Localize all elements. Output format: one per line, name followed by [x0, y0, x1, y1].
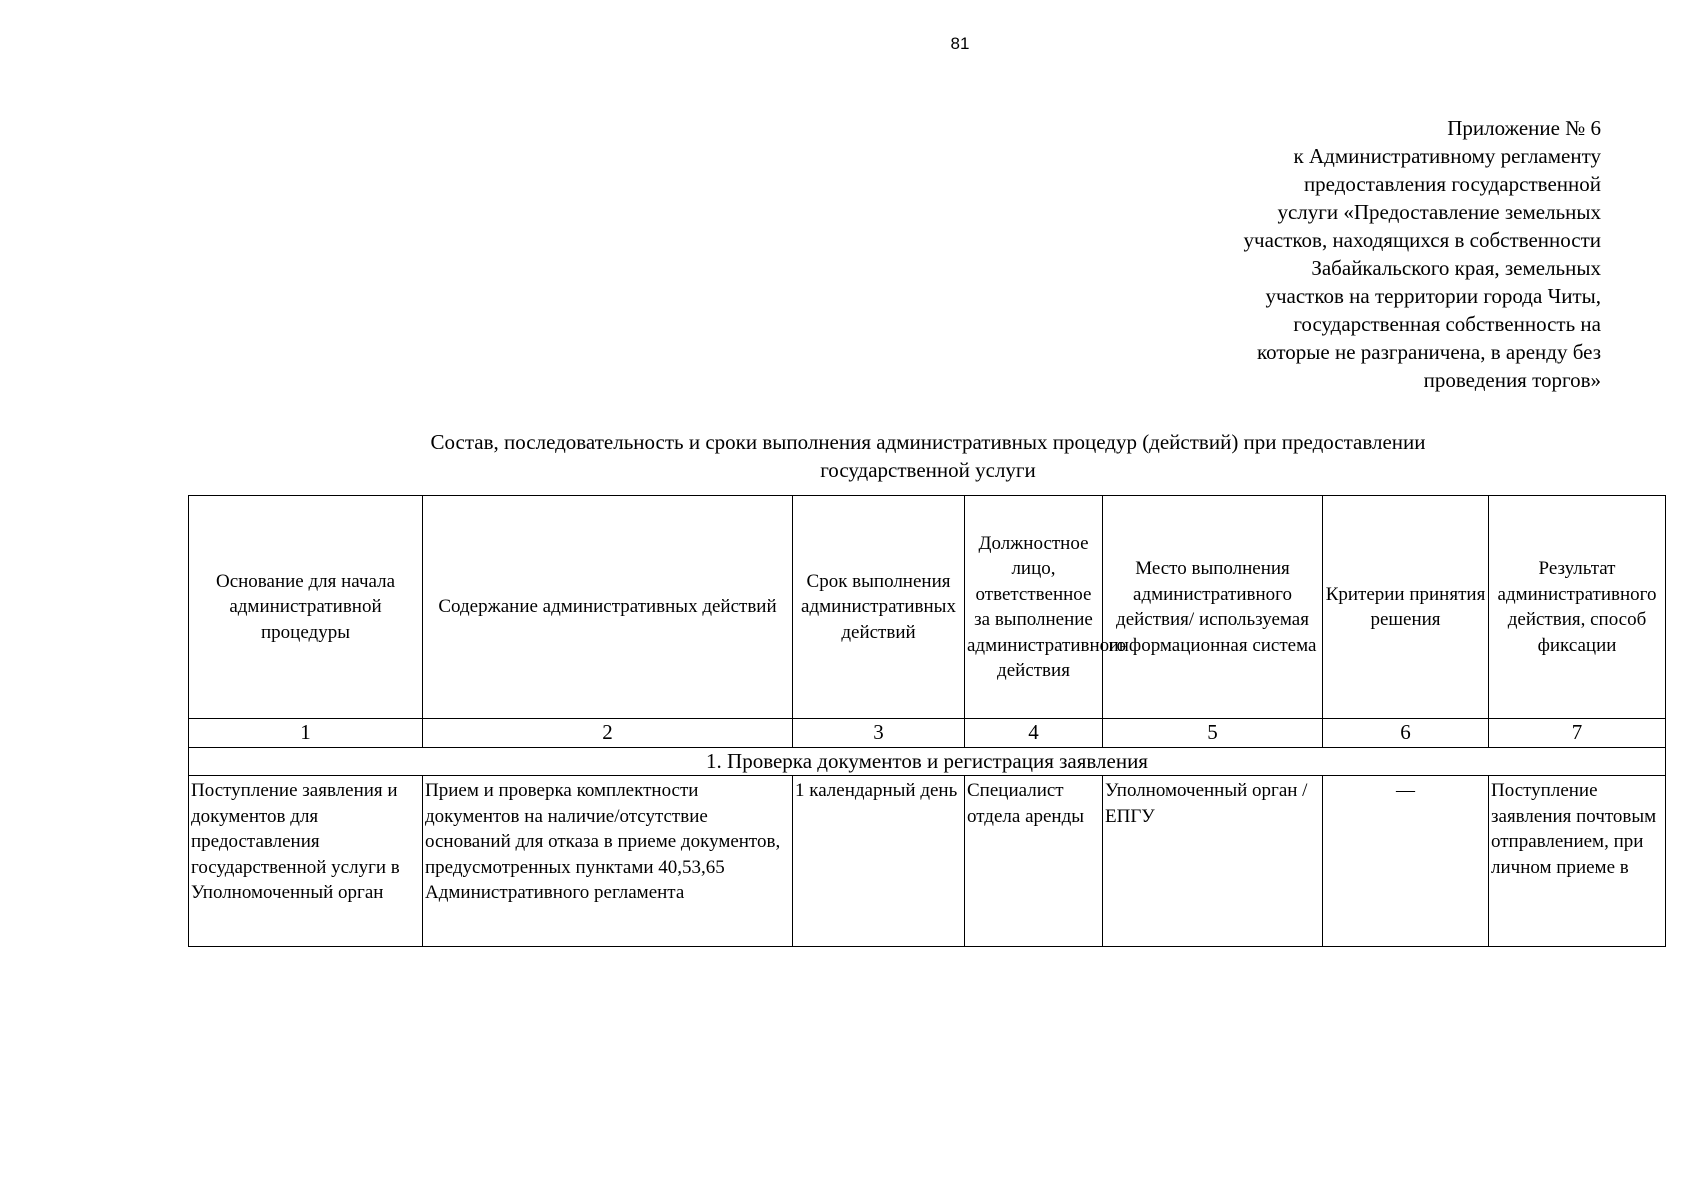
header-cell-term: Срок выполнения административных действий — [793, 496, 965, 719]
appendix-line: которые не разграничена, в аренду без — [1257, 340, 1601, 364]
column-number: 7 — [1489, 719, 1666, 748]
cell-content: Прием и проверка комплектности документов на наличие/отсутствие оснований для отказа в приеме документов, предусмотренных пунктами 40,53,65 Административного регламента — [423, 776, 793, 947]
document-title — [188, 428, 1668, 484]
appendix-line: государственная собственность на — [1293, 312, 1601, 336]
column-number: 1 — [189, 719, 423, 748]
appendix-line: предоставления государственной — [1303, 172, 1601, 196]
header-cell-content: Содержание административных действий — [423, 496, 793, 719]
header-cell-result: Результат административного действия, способ фиксации — [1489, 496, 1666, 719]
section-row — [189, 748, 1666, 776]
table-row — [189, 776, 1666, 947]
cell-basis: Поступление заявления и документов для предоставления государственной услуги в Уполномоченный орган — [189, 776, 423, 947]
appendix-line: к Административному регламенту — [1293, 144, 1601, 168]
document-title-line-2: государственной услуги — [820, 458, 1036, 482]
document-title-line-1: Состав, последовательность и сроки выполнения административных процедур (действий) при предоставлении — [430, 430, 1426, 454]
column-number: 4 — [965, 719, 1103, 748]
column-number: 5 — [1103, 719, 1323, 748]
table-header-row — [189, 496, 1666, 719]
appendix-line: услуги «Предоставление земельных — [1277, 200, 1601, 224]
appendix-line: Забайкальского края, земельных — [1311, 256, 1601, 280]
appendix-line: проведения торгов» — [1423, 368, 1601, 392]
appendix-line: участков, находящихся в собственности — [1243, 228, 1601, 252]
section-title: 1. Проверка документов и регистрация заявления — [189, 748, 1666, 776]
column-number: 6 — [1323, 719, 1489, 748]
cell-result: Поступление заявления почтовым отправлением, при личном приеме в — [1489, 776, 1666, 947]
cell-place: Уполномоченный орган / ЕПГУ — [1103, 776, 1323, 947]
header-cell-place: Место выполнения административного действия/ используемая информационная система — [1103, 496, 1323, 719]
appendix-line: Приложение № 6 — [1447, 116, 1601, 140]
cell-criteria: — — [1323, 776, 1489, 947]
cell-official: Специалист отдела аренды — [965, 776, 1103, 947]
column-number: 2 — [423, 719, 793, 748]
column-number: 3 — [793, 719, 965, 748]
procedures-table — [188, 495, 1666, 947]
cell-term: 1 календарный день — [793, 776, 965, 947]
header-cell-basis: Основание для начала административной процедуры — [189, 496, 423, 719]
page-number: 81 — [950, 34, 970, 53]
appendix-note — [1041, 114, 1601, 394]
header-cell-criteria: Критерии принятия решения — [1323, 496, 1489, 719]
header-cell-official: Должностное лицо, ответственное за выполнение административного действия — [965, 496, 1103, 719]
column-number-row — [189, 719, 1666, 748]
appendix-line: участков на территории города Читы, — [1265, 284, 1601, 308]
